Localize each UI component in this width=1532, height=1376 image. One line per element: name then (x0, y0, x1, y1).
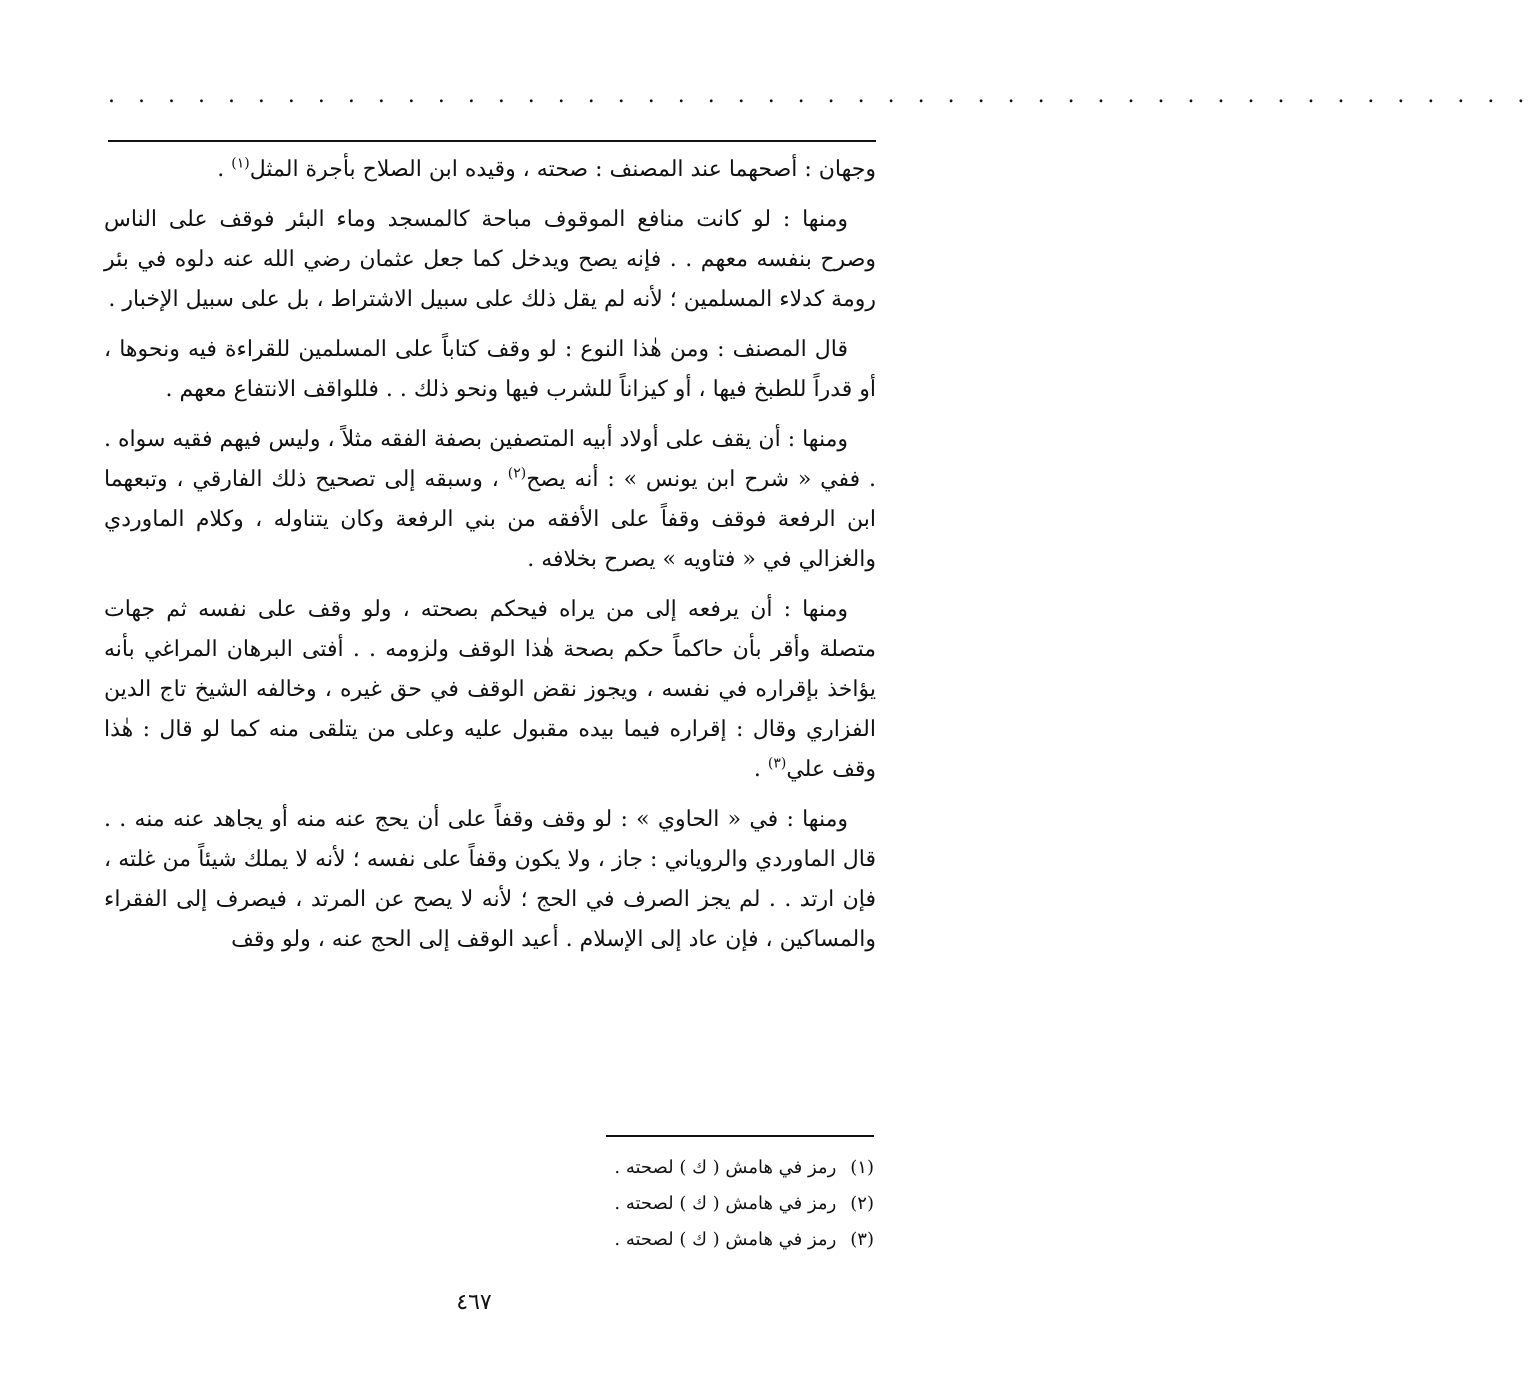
page-number: ٤٦٧ (456, 1290, 492, 1315)
footnote-1-text: رمز في هامش ( ك ) لصحته . (614, 1157, 837, 1178)
footnote-ref-3: (٣) (767, 755, 787, 772)
running-header-dots: . . . . . . . . . . . . . . . . . . . . . . . . . . . . . . . . . . . . . . . . . . . . . . . . (108, 83, 1532, 108)
paragraph-2 (104, 200, 876, 320)
paragraph-5 (104, 590, 876, 790)
paragraph-5-text: ومنها : أن يرفعه إلى من يراه فيحكم بصحته ، ولو وقف على نفسه ثم جهات متصلة وأقر بأن حاكماً حكم بصحة هٰذا الوقف ولزومه . . أفتى البرهان المراغي بأنه يؤاخذ بإقراره في نفسه ، ويجوز نقض الوقف في حق غيره ، وخالفه الشيخ تاج الدين الفزاري وقال : إقراره فيما بيده مقبول عليه وعلى من يتلقى منه كما لو قال : هٰذا وقف علي (104, 597, 876, 782)
header-rule (108, 140, 876, 142)
paragraph-1-text: وجهان : أصحهما عند المصنف : صحته ، وقيده ابن الصلاح بأجرة المثل (249, 157, 876, 182)
footnote-3 (500, 1222, 874, 1258)
footnotes (500, 1150, 874, 1258)
footnote-1-number: (١) (850, 1157, 874, 1178)
paragraph-6 (104, 800, 876, 960)
main-text (104, 150, 876, 970)
footnote-3-number: (٣) (850, 1229, 874, 1250)
paragraph-5-after: . (753, 757, 768, 782)
paragraph-3-text: قال المصنف : ومن هٰذا النوع : لو وقف كتاباً على المسلمين للقراءة فيه ونحوها ، أو قدراً للطبخ فيها ، أو كيزاناً للشرب فيها ونحو ذلك . . فللواقف الانتفاع معهم . (104, 337, 876, 402)
paragraph-1-after: . (217, 157, 232, 182)
footnote-2 (500, 1186, 874, 1222)
paragraph-6-text: ومنها : في « الحاوي » : لو وقف وقفاً على أن يحج عنه منه أو يجاهد عنه منه . . قال الماوردي والروياني : جاز ، ولا يكون وقفاً على نفسه ؛ لأنه لا يملك شيئاً من غلته ، فإن ارتد . . لم يجز الصرف في الحج ؛ لأنه لا يصح عن المرتد ، فيصرف إلى الفقراء والمساكين ، فإن عاد إلى الإسلام . أعيد الوقف إلى الحج عنه ، ولو وقف (104, 807, 876, 952)
paragraph-4 (104, 420, 876, 580)
footnote-2-number: (٢) (850, 1193, 874, 1214)
paragraph-2-text: ومنها : لو كانت منافع الموقوف مباحة كالمسجد وماء البئر فوقف على الناس وصرح بنفسه معهم . . فإنه يصح ويدخل كما جعل عثمان رضي الله عنه دلوه في بئر رومة كدلاء المسلمين ؛ لأنه لم يقل ذلك على سبيل الاشتراط ، بل على سبيل الإخبار . (104, 207, 876, 312)
footnote-3-text: رمز في هامش ( ك ) لصحته . (614, 1229, 837, 1250)
footnote-2-text: رمز في هامش ( ك ) لصحته . (614, 1193, 837, 1214)
paragraph-4-after: ، وسبقه إلى تصحيح ذلك الفارقي ، وتبعهما ابن الرفعة فوقف وقفاً على الأفقه من بني الرفعة وكان يتناوله ، وكلام الماوردي والغزالي في « فتاويه » يصرح بخلافه . (104, 467, 876, 572)
footnote-rule (606, 1135, 874, 1137)
footnote-ref-2: (٢) (507, 465, 527, 482)
footnote-ref-1: (١) (231, 155, 250, 172)
footnote-1 (500, 1150, 874, 1186)
paragraph-4-text: ومنها : أن يقف على أولاد أبيه المتصفين بصفة الفقه مثلاً ، وليس فيهم فقيه سواه . . ففي « شرح ابن يونس » : أنه يصح (104, 427, 876, 492)
paragraph-3 (104, 330, 876, 410)
paragraph-1 (104, 150, 876, 190)
